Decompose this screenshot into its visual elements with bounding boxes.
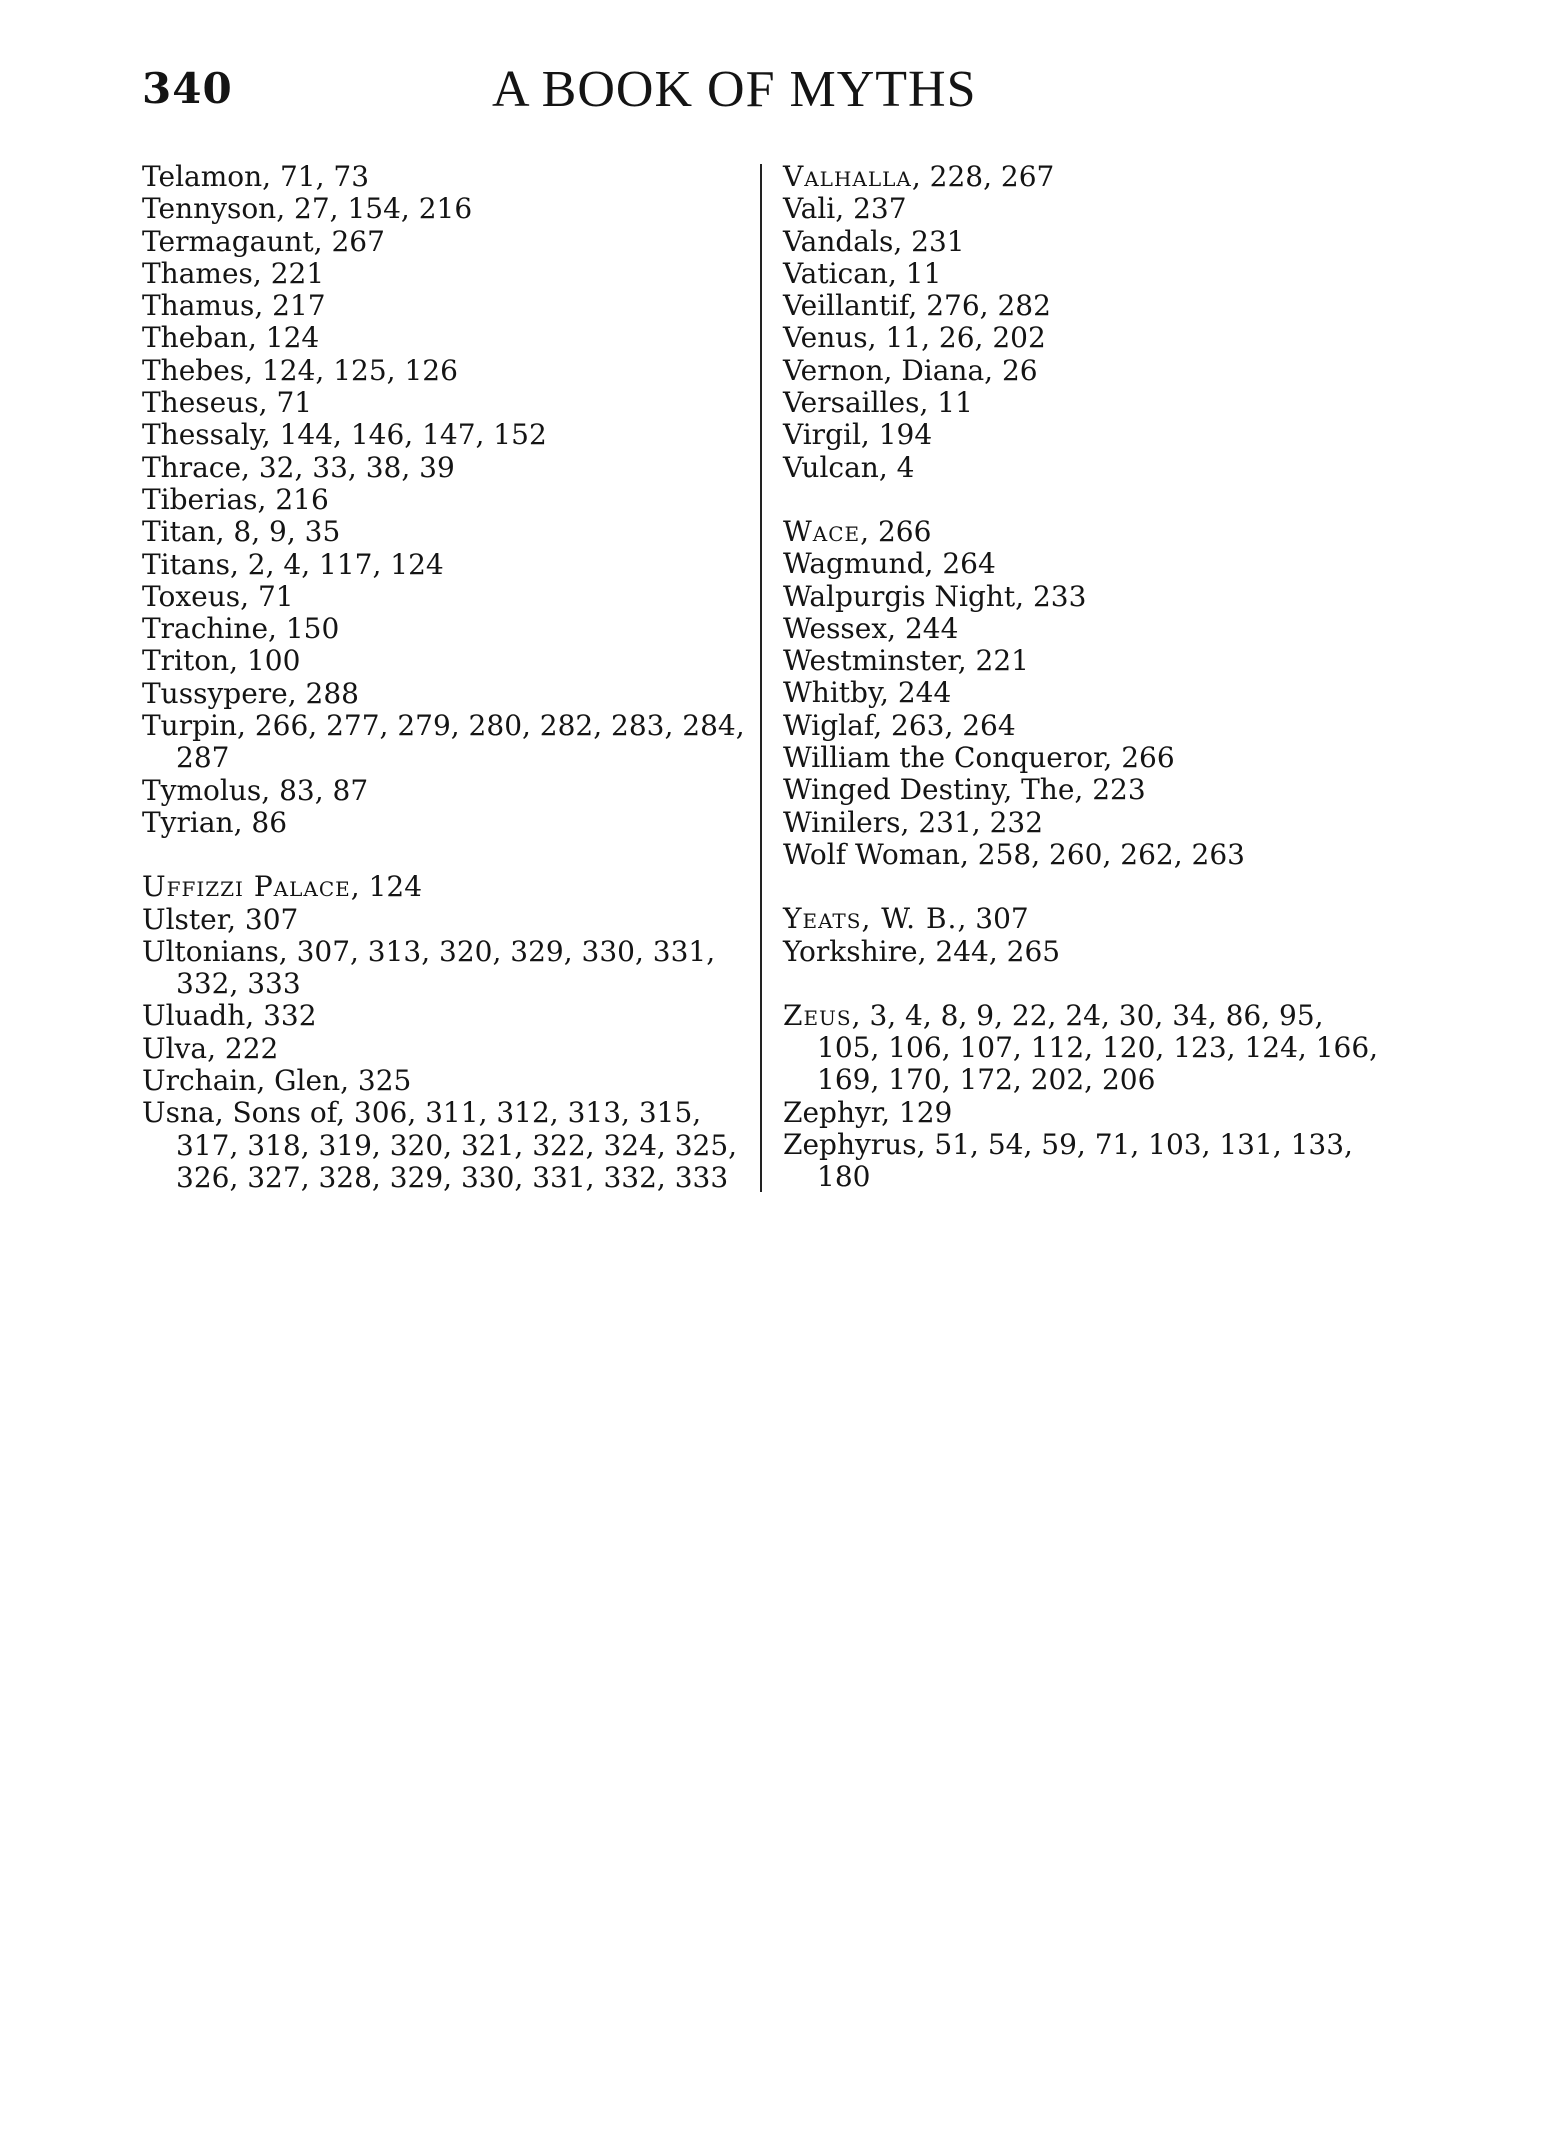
index-entry: Tennyson, 27, 154, 216	[142, 192, 473, 226]
index-entry: Triton, 100	[142, 644, 301, 678]
index-group-v	[783, 161, 1393, 484]
index-entry: Tyrian, 86	[142, 805, 288, 839]
index-entry: Vatican, 11	[783, 256, 942, 290]
index-group-t	[142, 161, 752, 839]
index-group-y	[783, 903, 1393, 968]
index-entry: Ultonians, 307, 313, 320, 329, 330, 331, 332, 333	[142, 934, 716, 1001]
index-entry: Zephyr, 129	[783, 1095, 953, 1129]
index-entry: Winged Destiny, The, 223	[783, 773, 1146, 807]
index-entry: Trachine, 150	[142, 612, 340, 646]
index-entry: Titan, 8, 9, 35	[142, 515, 341, 549]
index-entry: Thrace, 32, 33, 38, 39	[142, 450, 455, 484]
index-entry: Vandals, 231	[783, 224, 965, 258]
index-entry: Zeus, 3, 4, 8, 9, 22, 24, 30, 34, 86, 95, 105, 106, 107, 112, 120, 123, 124, 166, 169, 170, 172, 202, 206	[783, 998, 1379, 1097]
index-entry: Valhalla, 228, 267	[783, 160, 1055, 193]
index-entry: Theseus, 71	[142, 386, 313, 420]
index-entry: Thebes, 124, 125, 126	[142, 353, 458, 387]
index-entry: Theban, 124	[142, 321, 320, 355]
index-entry: Veillantif, 276, 282	[783, 289, 1051, 323]
index-entry: Yeats, W. B., 307	[783, 902, 1029, 936]
page-number: 340	[142, 64, 233, 113]
index-entry: Wagmund, 264	[783, 547, 996, 581]
index-entry: Titans, 2, 4, 117, 124	[142, 547, 444, 581]
index-entry: Toxeus, 71	[142, 579, 294, 613]
index-entry: Thames, 221	[142, 256, 325, 290]
index-entry: Winilers, 231, 232	[783, 805, 1044, 839]
index-entry: Virgil, 194	[783, 418, 933, 452]
index-entry: Whitby, 244	[783, 676, 952, 710]
index-entry: Tymolus, 83, 87	[142, 773, 369, 807]
running-title: A BOOK OF MYTHS	[492, 61, 977, 118]
index-column-left	[142, 161, 752, 1194]
index-entry: Westminster, 221	[783, 644, 1029, 678]
index-entry: Turpin, 266, 277, 279, 280, 282, 283, 284, 287	[142, 709, 745, 775]
index-group-z	[783, 1000, 1393, 1194]
index-entry: Telamon, 71, 73	[142, 160, 370, 193]
column-divider	[760, 164, 762, 1192]
index-entry: Tiberias, 216	[142, 482, 329, 516]
index-entry: Walpurgis Night, 233	[783, 579, 1087, 613]
index-entry: Wessex, 244	[783, 611, 959, 645]
index-entry: Uffizzi Palace, 124	[142, 870, 423, 904]
index-entry: Yorkshire, 244, 265	[783, 934, 1061, 968]
index-entry: Uluadh, 332	[142, 999, 317, 1033]
index-entry: Zephyrus, 51, 54, 59, 71, 103, 131, 133, 180	[783, 1128, 1353, 1194]
index-group-u	[142, 871, 752, 1194]
index-entry: Wolf Woman, 258, 260, 262, 263	[783, 837, 1245, 871]
index-entry: William the Conqueror, 266	[783, 741, 1175, 775]
index-entry: Tussypere, 288	[142, 676, 359, 710]
index-column-right	[783, 161, 1393, 1194]
index-entry: Termagaunt, 267	[142, 224, 385, 258]
index-entry: Versailles, 11	[783, 386, 973, 420]
page-header	[142, 56, 1372, 126]
index-entry: Wiglaf, 263, 264	[783, 708, 1016, 742]
index-entry: Urchain, Glen, 325	[142, 1064, 412, 1098]
index-entry: Vali, 237	[783, 192, 907, 226]
index-entry: Thessaly, 144, 146, 147, 152	[142, 418, 547, 452]
index-entry: Ulva, 222	[142, 1031, 279, 1065]
index-group-w	[783, 516, 1393, 871]
index-entry: Wace, 266	[783, 514, 932, 548]
index-entry: Venus, 11, 26, 202	[783, 321, 1046, 355]
index-entry: Vernon, Diana, 26	[783, 353, 1038, 387]
index-entry: Usna, Sons of, 306, 311, 312, 313, 315, 317, 318, 319, 320, 321, 322, 324, 325, 326, 327, 328, 329, 330, 331, 332, 333	[142, 1096, 738, 1194]
index-entry: Vulcan, 4	[783, 450, 915, 484]
index-entry: Thamus, 217	[142, 289, 326, 323]
index-entry: Ulster, 307	[142, 902, 299, 936]
